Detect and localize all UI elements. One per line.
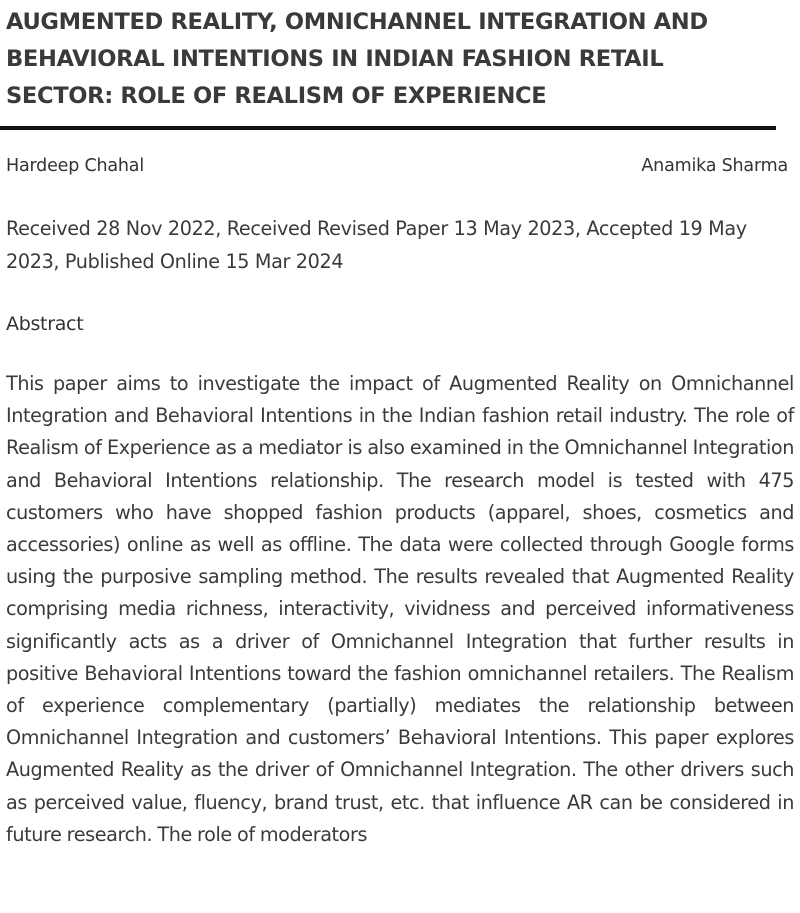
author-2: Anamika Sharma [641, 156, 788, 176]
paper-title: AUGMENTED REALITY, OMNICHANNEL INTEGRATION AND BEHAVIORAL INTENTIONS IN INDIAN FASHION RETAIL SECTOR: ROLE OF REALISM OF EXPERIENCE [6, 9, 708, 109]
abstract-text: This paper aims to investigate the impact of Augmented Reality on Omnichannel Integration and Behavioral Intentions in the Indian fashion retail industry. The role of Realism of Experience as a mediator is also examined in the Omnichannel Integration and Behavioral Intentions relationship. The research model is tested with 475 customers who have shopped fashion products (apparel, shoes, cosmetics and accessories) online as well as offline. The data were collected through Google forms using the purposive sampling method. The results revealed that Augmented Reality comprising media richness, interactivity, vividness and perceived informativeness significantly acts as a driver of Omnichannel Integration that further results in positive Behavioral Intentions toward the fashion omnichannel retailers. The Realism of experience complementary (partially) mediates the relationship between Omnichannel Integration and customers’ Behavioral Intentions. This paper explores Augmented Reality as the driver of Omnichannel Integration. The other drivers such as perceived value, fluency, brand trust, etc. that influence AR can be considered in future research. The role of moderators [6, 372, 794, 846]
title-divider [0, 126, 776, 130]
abstract-heading: Abstract [6, 313, 84, 335]
publication-dates: Received 28 Nov 2022, Received Revised Paper 13 May 2023, Accepted 19 May 2023, Published Online 15 Mar 2024 [6, 217, 747, 273]
author-1: Hardeep Chahal [6, 156, 144, 176]
